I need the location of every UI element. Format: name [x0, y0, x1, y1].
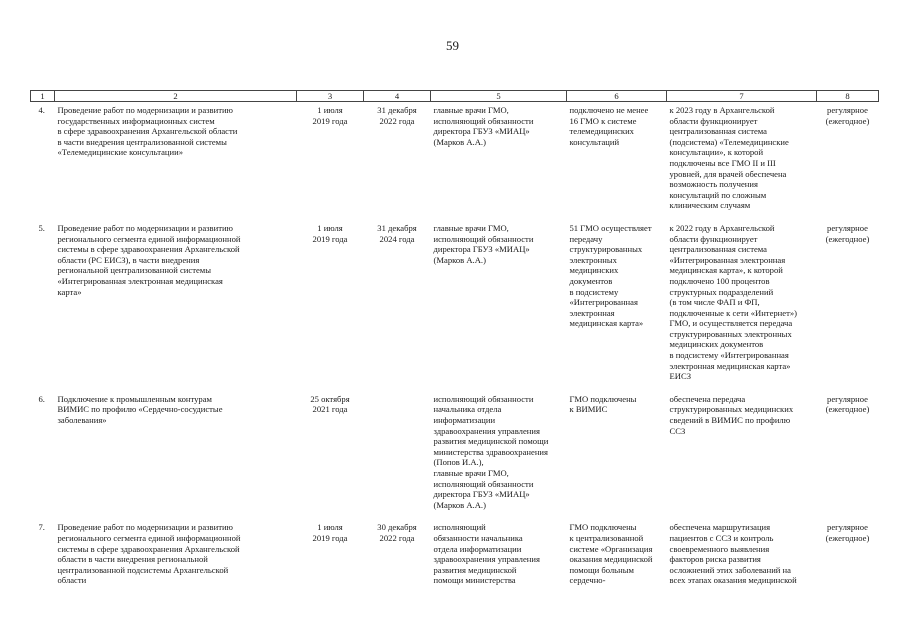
periodicity-cell: регулярное (ежегодное) — [825, 393, 870, 415]
end-date-cell: 31 декабря 2024 года — [377, 222, 417, 244]
result-cell: обеспечена маршрутизация пациентов с ССЗ и контроль своевременного выявления факторов риска развития осложнений этих заболеваний на всех этапах оказания медицинской — [669, 522, 797, 586]
result-cell: обеспечена передача структурированных медицинских сведений в ВИМИС по профилю ССЗ — [669, 393, 794, 436]
indicator-cell: 51 ГМО осуществляет передачу структурированных электронных медицинских документов в подсистему «Интегрированная электронная медицинская карта» — [569, 222, 652, 329]
column-header: 2 — [55, 91, 297, 102]
start-date-cell: 1 июля 2019 года — [312, 522, 348, 543]
column-header: 3 — [297, 91, 364, 102]
table-row — [31, 394, 879, 523]
page-number: 59 — [446, 38, 459, 53]
responsible-cell: исполняющий обязанности начальника отдела информатизации здравоохранения управления развития медицинской помощи министерства — [433, 522, 540, 586]
end-date-cell — [364, 394, 431, 523]
column-header: 5 — [431, 91, 567, 102]
periodicity-cell: регулярное (ежегодное) — [825, 222, 870, 244]
column-header: 8 — [817, 91, 879, 102]
row-number: 5. — [38, 222, 45, 233]
row-number: 7. — [38, 522, 45, 533]
indicator-cell: подключено не менее 16 ГМО к системе телемедицинских консультаций — [569, 105, 649, 147]
column-header: 1 — [31, 91, 55, 102]
task-cell: Проведение работ по модернизации и развитию регионального сегмента единой информационной системы в сфере здравоохранения Архангельской области в части внедрения региональной централизованной подсистемы Архангельской области — [57, 522, 241, 586]
column-header: 4 — [364, 91, 431, 102]
task-cell: Проведение работ по модернизации и развитию государственных информационных систем в сфере здравоохранения Архангельской области в части внедрения централизованной системы «Телемедицинские консультации» — [57, 105, 238, 158]
responsible-cell: главные врачи ГМО, исполняющий обязанности директора ГБУЗ «МИАЦ» (Марков А.А.) — [433, 222, 534, 265]
end-date-cell: 30 декабря 2022 года — [377, 522, 417, 543]
end-date-cell: 31 декабря 2022 года — [377, 105, 417, 126]
periodicity-cell: регулярное (ежегодное) — [825, 522, 870, 543]
task-cell: Подключение к промышленным контурам ВИМИС по профилю «Сердечно-сосудистые заболевания» — [57, 393, 223, 426]
table-header-row — [31, 91, 879, 102]
indicator-cell: ГМО подключены к централизованной системе «Организация оказания медицинской помощи больным сердечно- — [569, 522, 653, 586]
start-date-cell: 1 июля 2019 года — [312, 105, 348, 126]
start-date-cell: 1 июля 2019 года — [312, 222, 348, 244]
column-header: 6 — [567, 91, 667, 102]
column-header: 7 — [667, 91, 817, 102]
result-cell: к 2023 году в Архангельской области функционирует централизованная система (подсистема) «Телемедицинские консультации», к которой подключены все ГМО II и III уровней, для врачей обеспечена возможность получения консультаций по сложным клиническим случаям — [669, 105, 789, 211]
result-cell: к 2022 году в Архангельской области функционирует централизованная система «Интегрированная электронная медицинская карта», к которой подключено 100 процентов структурных подразделений (в том числе ФАП и ФП, подключенные к сети «Интернет») ГМО, и осуществляется передача структурированных электронных медицинских документов в подсистему «Интегрированная электронная медицинская карта» ЕИСЗ — [669, 222, 798, 382]
responsible-cell: главные врачи ГМО, исполняющий обязанности директора ГБУЗ «МИАЦ» (Марков А.А.) — [433, 105, 534, 147]
table-row — [31, 223, 879, 394]
task-cell: Проведение работ по модернизации и развитию регионального сегмента единой информационной системы в сфере здравоохранения Архангельской области (РС ЕИСЗ), в части внедрения региональной централизованной системы «Интегрированная электронная медицинская карта» — [57, 222, 241, 297]
table-row — [31, 105, 879, 223]
periodicity-cell: регулярное (ежегодное) — [825, 105, 870, 126]
row-number: 4. — [38, 105, 45, 115]
start-date-cell: 25 октября 2021 года — [310, 393, 350, 415]
row-number: 6. — [38, 393, 45, 404]
measures-table — [30, 90, 879, 598]
indicator-cell: ГМО подключены к ВИМИС — [569, 393, 637, 415]
responsible-cell: исполняющий обязанности начальника отдела информатизации здравоохранения управления развития медицинской помощи министерства здравоохранения (Попов И.А.), главные врачи ГМО, исполняющий обязанности директора ГБУЗ «МИАЦ» (Марков А.А.) — [433, 393, 549, 510]
table-row — [31, 522, 879, 598]
